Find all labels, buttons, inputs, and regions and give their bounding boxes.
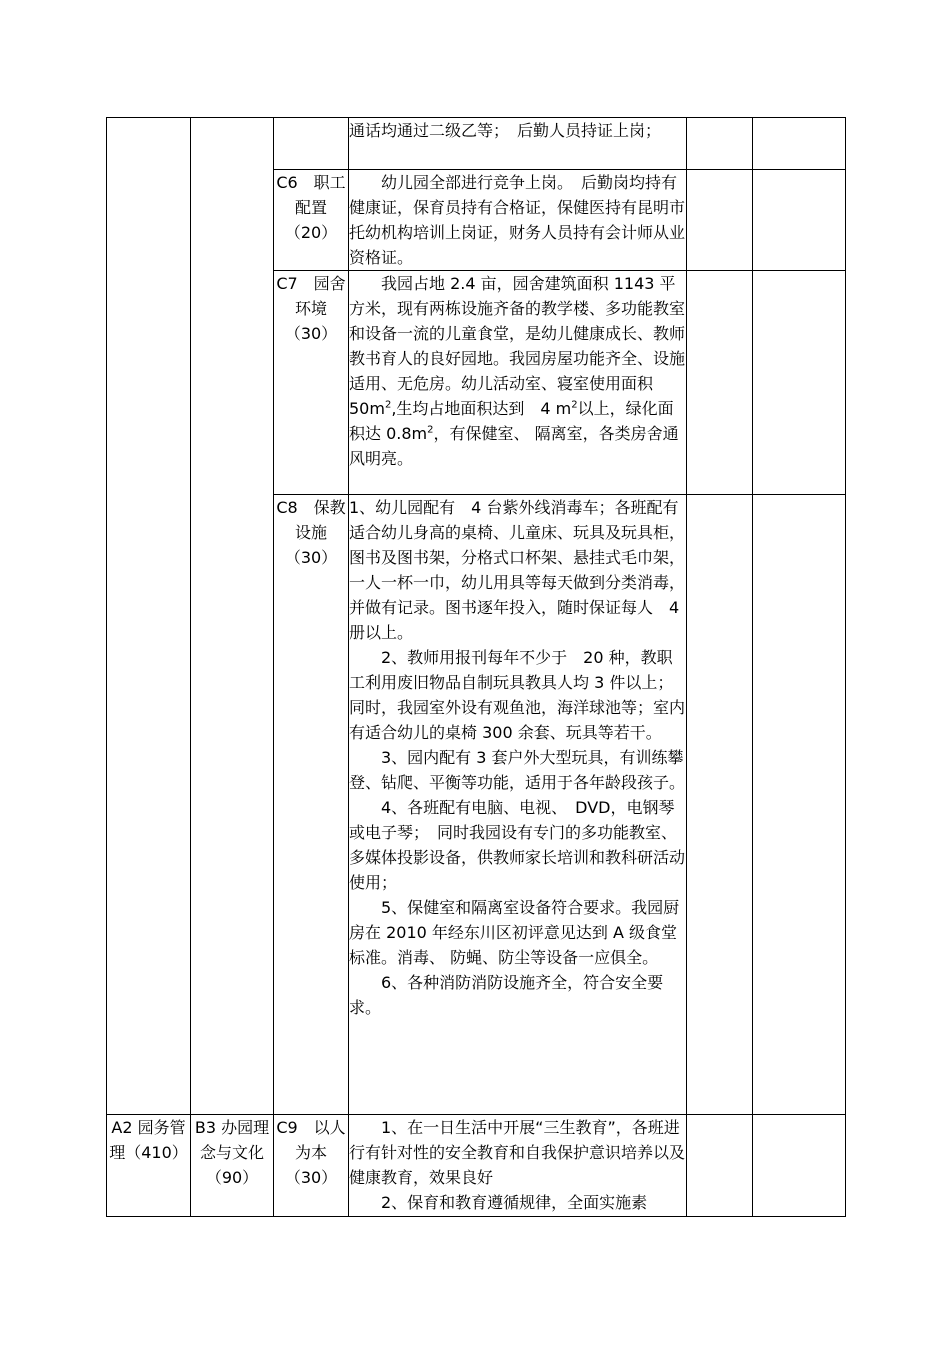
- score-cell: [687, 170, 753, 271]
- level-c-cell: C6 职工配置（20）: [274, 170, 349, 271]
- text-run: ，有保健室、 隔离室，各类房舍通风明亮。: [349, 424, 679, 468]
- level-c-cell: C9 以人为本（30）: [274, 1115, 349, 1217]
- remark-cell: [753, 1115, 846, 1217]
- content-paragraph: 6、各种消防消防设施齐全，符合安全要求。: [349, 973, 664, 1017]
- content-paragraph: 1、在一日生活中开展“三生教育”，各班进行有针对性的安全教育和自我保护意识培养以及健康教育，效果良好: [349, 1118, 686, 1187]
- table-row: [107, 118, 846, 170]
- content-paragraph: 3、园内配有 3 套户外大型玩具，有训练攀登、钻爬、平衡等功能，适用于各年龄段孩子。: [349, 748, 686, 792]
- evaluation-table: [106, 117, 846, 1217]
- level-c-cell: C8 保教设施（30）: [274, 495, 349, 1115]
- score-cell: [687, 495, 753, 1115]
- level-c-cell: [274, 118, 349, 170]
- level-b-cell: [191, 118, 274, 1115]
- remark-cell: [753, 170, 846, 271]
- table-row: [107, 1115, 846, 1217]
- remark-cell: [753, 271, 846, 495]
- level-a-cell: [107, 118, 191, 1115]
- content-cell: [349, 271, 687, 495]
- score-cell: [687, 271, 753, 495]
- text-run: ,生均占地面积达到 4 m: [391, 399, 572, 418]
- superscript: 2: [571, 399, 578, 411]
- content-paragraph: 4、各班配有电脑、电视、 DVD，电钢琴或电子琴； 同时我园设有专门的多功能教室、多媒体投影设备，供教师家长培训和教科研活动使用；: [349, 798, 686, 892]
- content-paragraph: 5、保健室和隔离室设备符合要求。我园厨房在 2010 年经东川区初评意见达到 A 级食堂标准。消毒、 防蝇、防尘等设备一应俱全。: [349, 898, 680, 967]
- text-run: 我园占地 2.4 亩，园舍建筑面积 1143 平方米，现有两栋设施齐备的教学楼、多功能教室和设备一流的儿童食堂，是幼儿健康成长、教师教书育人的良好园地。我园房屋功能齐全、设施适用、无危房。幼儿活动室、寝室使用面积 50m: [349, 274, 686, 418]
- content-paragraph: 幼儿园全部进行竞争上岗。 后勤岗均持有健康证，保育员持有合格证，保健医持有昆明市托幼机构培训上岗证，财务人员持有会计师从业资格证。: [349, 173, 686, 267]
- content-paragraph: 通话均通过二级乙等； 后勤人员持证上岗；: [349, 121, 662, 140]
- content-paragraph: 1、幼儿园配有 4 台紫外线消毒车；各班配有适合幼儿身高的桌椅、儿童床、玩具及玩具柜，图书及图书架，分格式口杯架、悬挂式毛巾架，一人一杯一巾，幼儿用具等每天做到分类消毒， 并做有记录。图书逐年投入，随时保证每人 4 册以上。: [349, 498, 694, 642]
- text-run: 以上，绿化面积达 0.8m: [349, 399, 674, 443]
- remark-cell: [753, 495, 846, 1115]
- content-cell: [349, 170, 687, 271]
- level-c-cell: C7 园舍环境（30）: [274, 271, 349, 495]
- score-cell: [687, 1115, 753, 1217]
- superscript: 2: [427, 424, 434, 436]
- level-a-cell: A2 园务管理（410）: [107, 1115, 191, 1217]
- level-b-cell: B3 办园理念与文化（90）: [191, 1115, 274, 1217]
- superscript: 2: [384, 399, 392, 411]
- score-cell: [687, 118, 753, 170]
- remark-cell: [753, 118, 846, 170]
- content-paragraph: [349, 271, 686, 471]
- content-paragraph: 2、保育和教育遵循规律，全面实施素: [381, 1193, 648, 1212]
- content-cell: [349, 118, 687, 170]
- content-paragraph: 2、教师用报刊每年不少于 20 种，教职工利用废旧物品自制玩具教具人均 3 件以上；同时，我园室外设有观鱼池，海洋球池等；室内有适合幼儿的桌椅 300 余套、玩具等若干。: [349, 648, 686, 742]
- content-cell: [349, 1115, 687, 1217]
- content-cell: [349, 495, 694, 1115]
